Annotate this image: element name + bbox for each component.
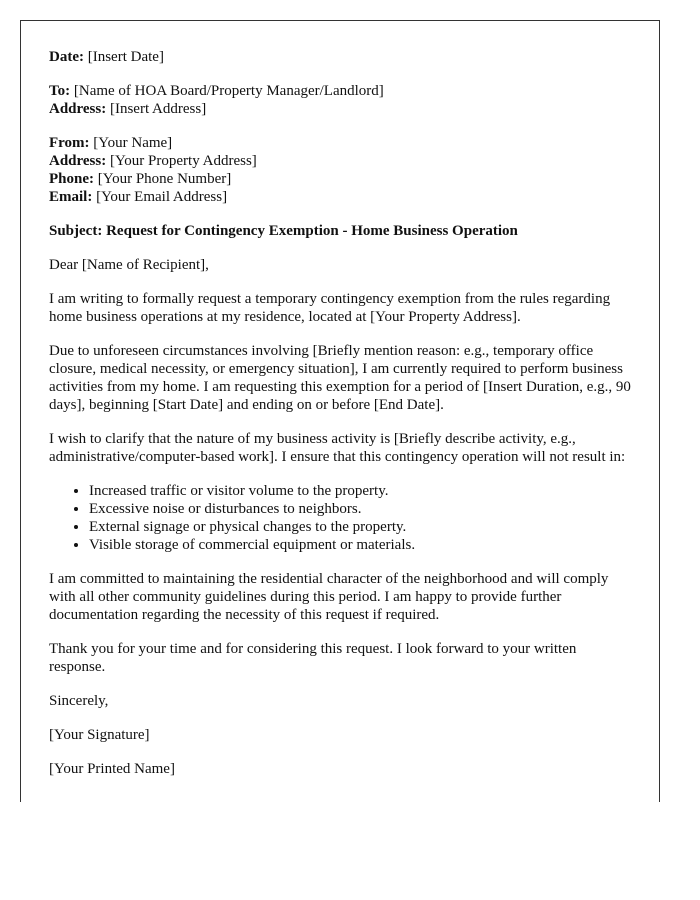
- list-item: • Increased traffic or visitor volume to the property.: [89, 482, 631, 500]
- sender-block: From: [Your Name] Address: [Your Property Address] Phone: [Your Phone Number] Email: [Your Email Address]: [49, 135, 257, 205]
- date-line: Date: [Insert Date]: [49, 49, 164, 65]
- body-paragraph: I wish to clarify that the nature of my business activity is [Briefly describe activity, e.g., administrative/computer-based work]. I ensure that this contingency operation will not result in:: [49, 431, 626, 465]
- recipient-block: To: [Name of HOA Board/Property Manager/Landlord] Address: [Insert Address]: [49, 83, 384, 117]
- body-paragraph: Thank you for your time and for considering this request. I look forward to your written response.: [49, 641, 577, 675]
- body-paragraph: I am committed to maintaining the residential character of the neighborhood and will comply with all other community guidelines during this period. I am happy to provide further documentation regarding the necessity of this request if required.: [49, 571, 609, 623]
- list-item: • Visible storage of commercial equipment or materials.: [89, 536, 631, 554]
- body-paragraph: I am writing to formally request a temporary contingency exemption from the rules regarding home business operations at my residence, located at [Your Property Address].: [49, 291, 611, 325]
- subject-line: Subject: Request for Contingency Exemption - Home Business Operation: [49, 223, 518, 239]
- body-paragraph: Due to unforeseen circumstances involving [Briefly mention reason: e.g., temporary office closure, medical necessity, or emergency situation], I am currently required to perform business activities from my home. I am requesting this exemption for a period of [Insert Duration, e.g., 90 days], beginning [Start Date] and ending on or before [End Date].: [49, 343, 631, 413]
- letter-page: [20, 20, 660, 802]
- list-item: • External signage or physical changes to the property.: [89, 518, 631, 536]
- list-item: • Excessive noise or disturbances to neighbors.: [89, 500, 631, 518]
- printed-name: [Your Printed Name]: [49, 761, 175, 777]
- signature: [Your Signature]: [49, 727, 150, 743]
- assurance-list: [49, 482, 631, 554]
- signoff: Sincerely,: [49, 693, 109, 709]
- salutation: Dear [Name of Recipient],: [49, 257, 209, 273]
